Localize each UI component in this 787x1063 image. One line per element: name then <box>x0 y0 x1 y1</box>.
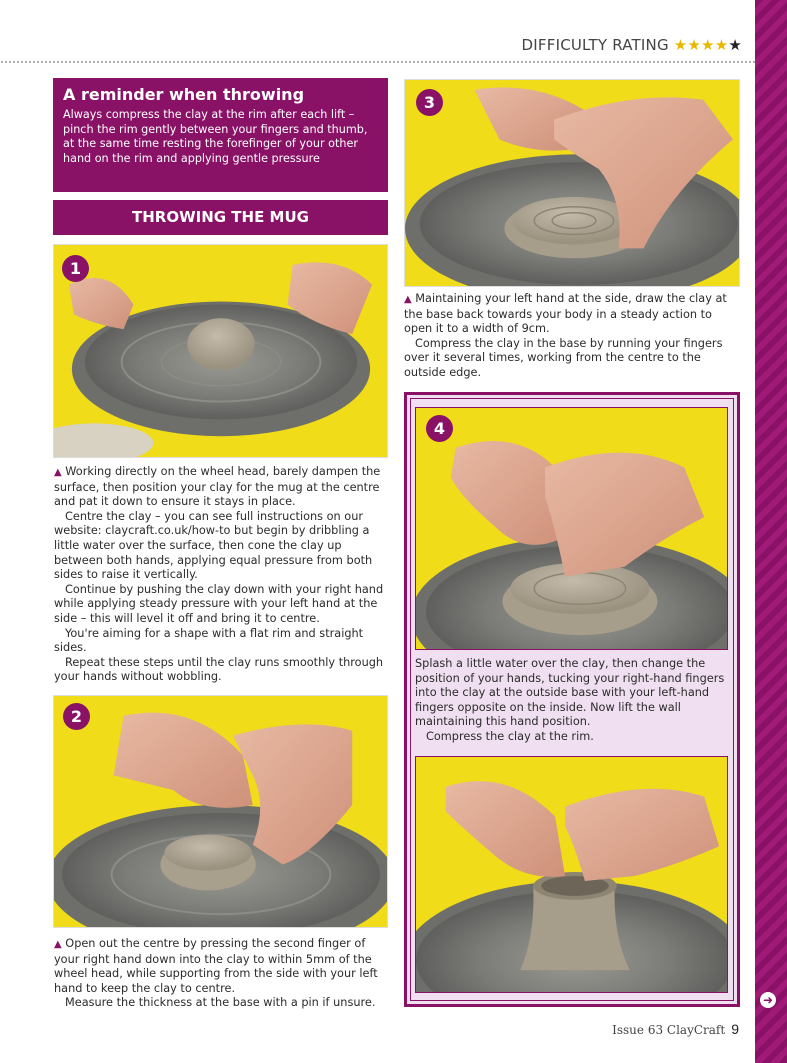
step-4-badge: 4 <box>426 415 453 442</box>
step-1-paragraph: You're aiming for a shape with a flat rim and straight sides. <box>54 626 364 655</box>
step-1-paragraph: Centre the clay – you can see full instructions on our website: claycraft.co.uk/how-to but begin by dribbling a little water over the surface, then cone the clay up between both hands, applying equal pressure from both sides to raise it vertically. <box>54 509 373 582</box>
page-footer <box>612 1021 739 1037</box>
step-4-photo-b <box>415 756 728 993</box>
step-4-paragraph: Compress the clay at the rim. <box>426 729 594 743</box>
star-empty-icon: ★ <box>728 36 742 54</box>
step-2-paragraph: ▲ Open out the centre by pressing the second finger of your right hand down into the clay to within 5mm of the wheel head, while supporting from the side with your left hand to keep the clay to centre. <box>54 937 378 995</box>
step-2-badge: 2 <box>63 703 90 730</box>
step-4-text <box>415 657 728 745</box>
difficulty-label: DIFFICULTY RATING <box>521 36 669 54</box>
step-2-photo <box>53 695 388 928</box>
step-3-badge: 3 <box>416 89 443 116</box>
reminder-box <box>53 78 388 192</box>
dotted-divider <box>0 60 755 64</box>
star-filled-icon: ★★★★ <box>673 36 729 54</box>
reminder-text: Always compress the clay at the rim after each lift – pinch the rim gently between your fingers and thumb, at the same time resting the forefinger of your other hand on the rim and applying gentle pressure <box>63 108 368 166</box>
step-3-photo <box>404 79 740 287</box>
step-1-paragraph: Continue by pushing the clay down with your right hand while applying steady pressure with your left hand at the side – this will level it off and bring it to centre. <box>54 582 384 625</box>
step-1-badge: 1 <box>62 255 89 282</box>
difficulty-rating <box>522 36 742 54</box>
step-2-paragraph: Measure the thickness at the base with a pin if unsure. <box>65 996 376 1010</box>
section-title: THROWING THE MUG <box>53 200 388 235</box>
step-1-photo <box>53 244 388 458</box>
triangle-icon: ▲ <box>54 467 62 478</box>
step-2-text <box>54 937 388 1011</box>
page-number: 9 <box>731 1021 739 1037</box>
step-1-paragraph: Repeat these steps until the clay runs smoothly through your hands without wobbling. <box>54 655 384 684</box>
triangle-icon: ▲ <box>54 939 62 950</box>
step-4-paragraph: Splash a little water over the clay, then change the position of your hands, tucking your right-hand fingers into the clay at the outside base with your left-hand fingers opposite on the inside. Now lift the wall maintaining this hand position. <box>415 657 725 729</box>
decorative-sidebar <box>755 0 787 1063</box>
step-3-paragraph: Compress the clay in the base by running your fingers over it several times, working from the centre to the outside edge. <box>404 336 723 379</box>
next-page-arrow-icon[interactable]: ➜ <box>760 992 776 1008</box>
step-3-text <box>404 292 740 381</box>
issue-label: Issue 63 ClayCraft <box>612 1023 726 1037</box>
step-1-paragraph: ▲ Working directly on the wheel head, barely dampen the surface, then position your clay for the mug at the centre and pat it down to ensure it stays in place. <box>54 465 381 509</box>
step-1-text <box>54 465 388 685</box>
step-4-photo-a <box>415 407 728 650</box>
step-3-paragraph: ▲ Maintaining your left hand at the side, draw the clay at the base back towards your body in a steady action to open it to a width of 9cm. <box>404 292 727 336</box>
triangle-icon: ▲ <box>404 294 412 305</box>
reminder-title: A reminder when throwing <box>63 85 305 104</box>
